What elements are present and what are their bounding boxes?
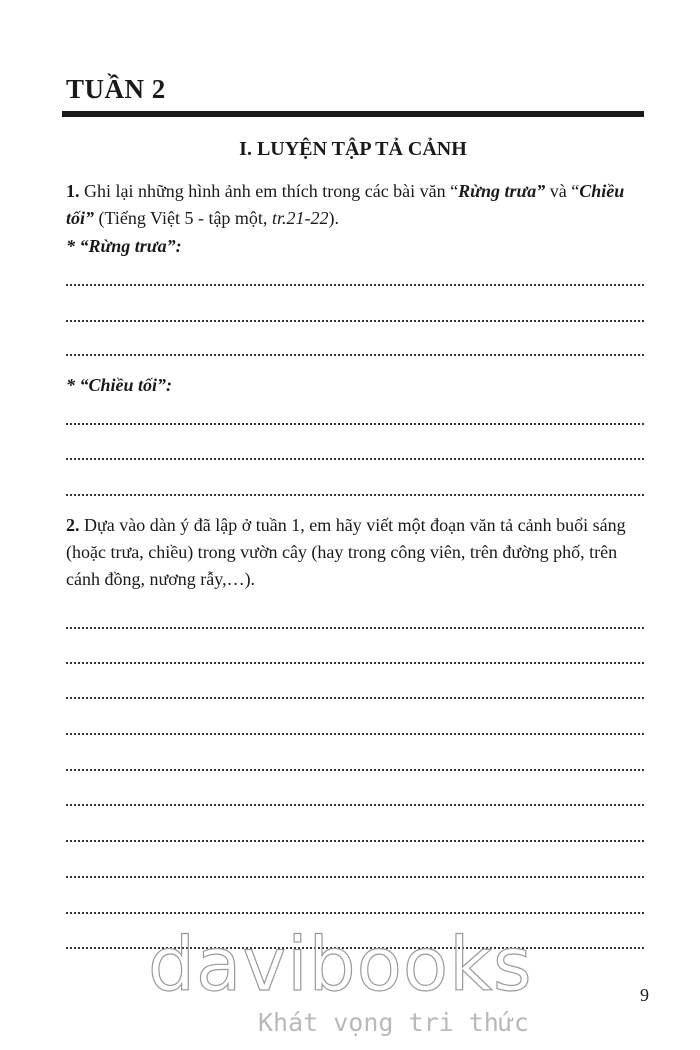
answer-line[interactable] <box>66 627 644 629</box>
title-rung-trua: Rừng trưa” <box>458 181 546 201</box>
page-number: 9 <box>640 985 649 1005</box>
question-1-part-d: ). <box>328 208 339 228</box>
answer-line[interactable] <box>66 423 644 425</box>
question-1-part-c: (Tiếng Việt 5 - tập một, <box>94 208 272 228</box>
question-2-number: 2. <box>66 515 80 535</box>
title-chieu-toi: Chiều tối” <box>66 181 625 228</box>
question-1-part-b: và “ <box>545 181 580 201</box>
label-chieu-toi: * “Chiều tối”: <box>66 375 173 395</box>
title-rule <box>62 111 644 117</box>
label-rung-trua: * “Rừng trưa”: <box>66 236 182 256</box>
answer-line[interactable] <box>66 494 644 496</box>
answer-line[interactable] <box>66 320 644 322</box>
question-2-text <box>66 512 648 593</box>
answer-line[interactable] <box>66 840 644 842</box>
page-reference: tr.21-22 <box>271 208 329 228</box>
answer-line[interactable] <box>66 354 644 356</box>
question-2-body: Dựa vào dàn ý đã lập ở tuần 1, em hãy viết một đoạn văn tả cảnh buổi sáng (hoặc trưa, chiều) trong vườn cây (hay trong công viên, trên đường phố, trên cánh đồng, nương rẫy,…). <box>66 515 626 589</box>
answer-line[interactable] <box>66 733 644 735</box>
question-1-text <box>66 178 648 232</box>
section-title: I. LUYỆN TẬP TẢ CẢNH <box>239 138 467 160</box>
answer-line[interactable] <box>66 912 644 914</box>
answer-line[interactable] <box>66 458 644 460</box>
week-title: TUẦN 2 <box>66 74 166 104</box>
watermark-logo: davibooks <box>148 922 533 1008</box>
question-1-number: 1. <box>66 181 80 201</box>
answer-line[interactable] <box>66 284 644 286</box>
watermark-slogan: Khát vọng tri thức <box>258 1008 529 1037</box>
question-1-part-a: Ghi lại những hình ảnh em thích trong các bài văn “ <box>79 181 459 201</box>
answer-line[interactable] <box>66 662 644 664</box>
answer-line[interactable] <box>66 804 644 806</box>
answer-line[interactable] <box>66 769 644 771</box>
answer-line[interactable] <box>66 697 644 699</box>
answer-line[interactable] <box>66 876 644 878</box>
